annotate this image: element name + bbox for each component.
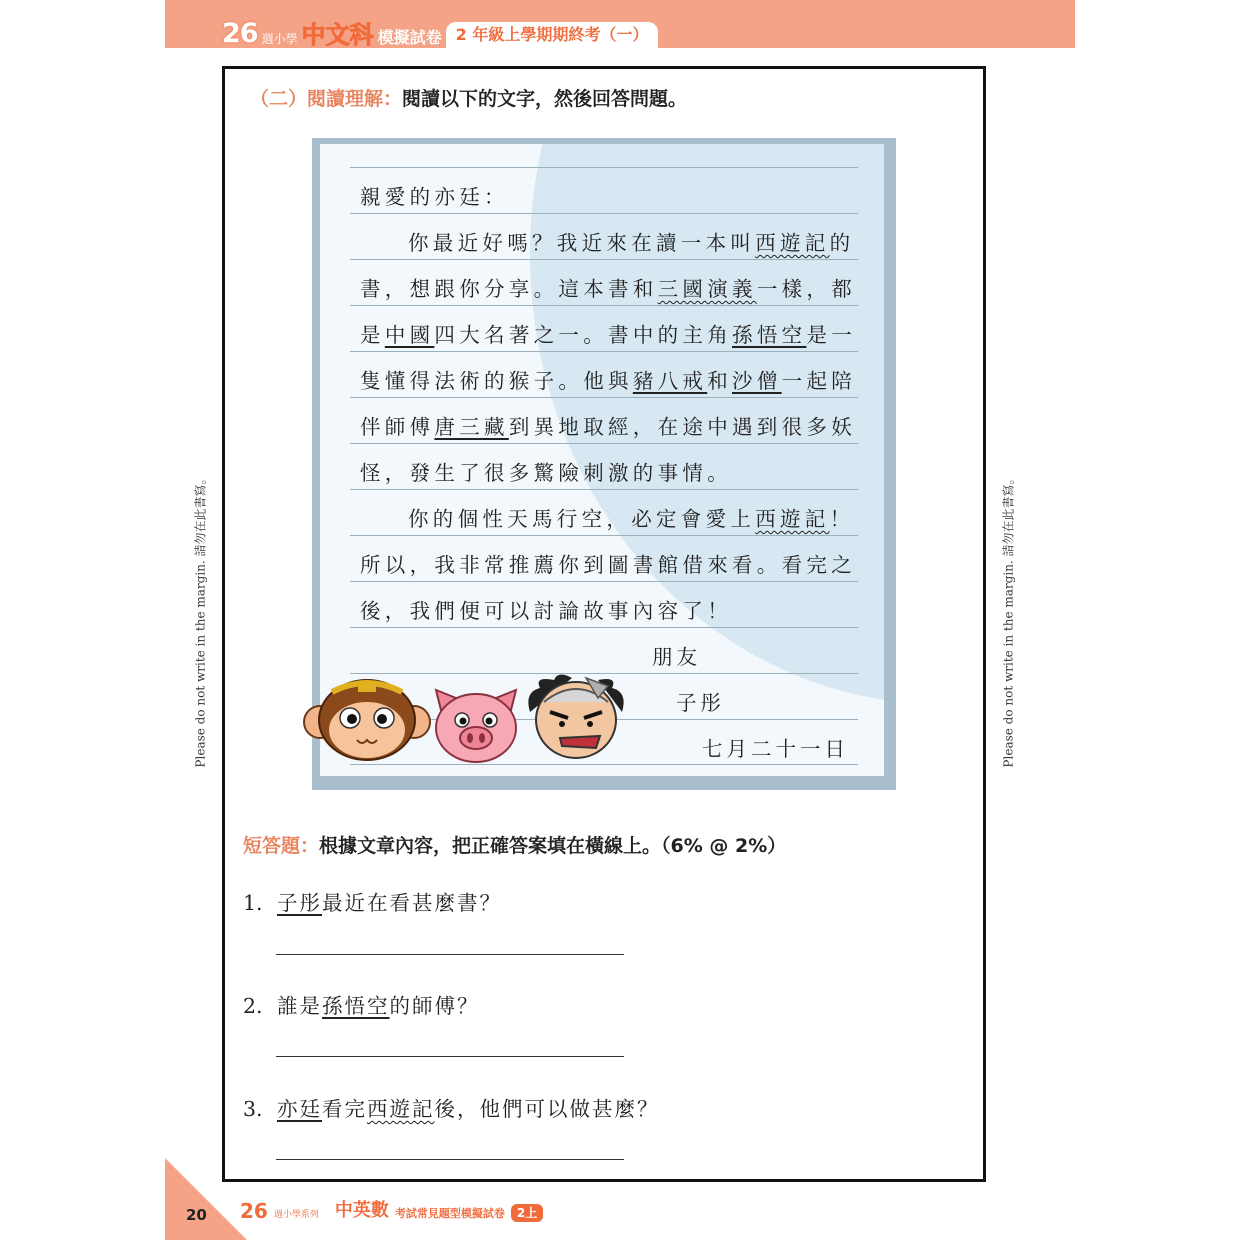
rule-line <box>350 167 858 168</box>
rule-line <box>350 443 858 444</box>
footer-grade: 2上 <box>511 1204 543 1222</box>
letter-line-3: 是中國四大名著之一。書中的主角孫悟空是一 <box>360 323 857 347</box>
rule-line <box>350 764 858 765</box>
rule-line <box>350 213 858 214</box>
letter-line-1: 你最近好嗎？我近來在讀一本叫西遊記的 <box>408 231 855 255</box>
letter-line-4: 隻懂得法術的猴子。他與豬八戒和沙僧一起陪 <box>360 369 857 393</box>
margin-note-left: Please do not write in the margin. 請勿在此書寫。 <box>193 472 208 768</box>
short-answer-title <box>243 831 786 858</box>
letter-line-6: 怪，發生了很多驚險刺激的事情。 <box>360 461 732 485</box>
letter-closing: 朋友 <box>652 645 701 669</box>
short-answer-instruction: 根據文章內容，把正確答案填在橫線上。（6% @ 2%） <box>319 835 787 857</box>
rule-line <box>350 305 858 306</box>
answer-line-2[interactable] <box>276 1056 624 1057</box>
subject-title: 中文科 <box>301 21 374 49</box>
letter-signature: 子彤 <box>676 691 725 715</box>
short-answer-label: 短答題： <box>243 835 320 857</box>
question-3: 3. 亦廷看完西遊記後，他們可以做甚麼？ <box>243 1097 660 1121</box>
section-instruction: 閱讀以下的文字，然後回答問題。 <box>402 88 688 110</box>
letter-greeting: 親愛的亦廷： <box>360 185 509 209</box>
monk-icon <box>524 672 628 762</box>
letter-line-9: 後，我們便可以討論故事內容了！ <box>360 599 732 623</box>
pig-icon <box>428 684 524 764</box>
footer-brand-sub: 週小學系列 <box>273 1210 319 1220</box>
footer-title <box>240 1200 543 1222</box>
grade-label: 2 年級上學期期終考（一） <box>446 22 659 48</box>
rule-line <box>350 351 858 352</box>
rule-line <box>350 581 858 582</box>
answer-line-1[interactable] <box>276 954 624 955</box>
section-title <box>250 84 687 111</box>
footer-series: 中英數 <box>334 1200 389 1221</box>
rule-line <box>350 489 858 490</box>
footer-brand: 26 <box>240 1199 268 1223</box>
page-number: 20 <box>186 1206 207 1224</box>
footer-book-title: 考試常見題型模擬試卷 <box>394 1207 505 1220</box>
rule-line <box>350 535 858 536</box>
rule-line <box>350 259 858 260</box>
answer-line-3[interactable] <box>276 1159 624 1160</box>
question-2: 2. 誰是孫悟空的師傅？ <box>243 994 480 1018</box>
rule-line <box>350 627 858 628</box>
letter-line-5: 伴師傅唐三藏到異地取經，在途中遇到很多妖 <box>360 415 857 439</box>
rule-line <box>350 397 858 398</box>
paper-type: 模擬試卷 <box>377 28 442 47</box>
section-label: （二）閱讀理解： <box>250 88 403 110</box>
letter-line-2: 書，想跟你分享。這本書和三國演義一樣，都 <box>360 277 857 301</box>
question-1: 1. 子彤最近在看甚麼書？ <box>243 891 502 915</box>
letter-line-7: 你的個性天馬行空，必定會愛上西遊記！ <box>408 507 855 531</box>
header-title <box>222 20 658 48</box>
brand-logo: 26 <box>222 18 258 49</box>
brand-sub: 週小學 <box>261 32 298 46</box>
letter-line-8: 所以，我非常推薦你到圖書館借來看。看完之 <box>360 553 856 577</box>
footer-corner <box>165 1158 247 1240</box>
margin-note-right: Please do not write in the margin. 請勿在此書寫。 <box>1001 472 1016 768</box>
monkey-icon <box>302 672 432 764</box>
letter-date: 七月二十一日 <box>702 737 849 761</box>
